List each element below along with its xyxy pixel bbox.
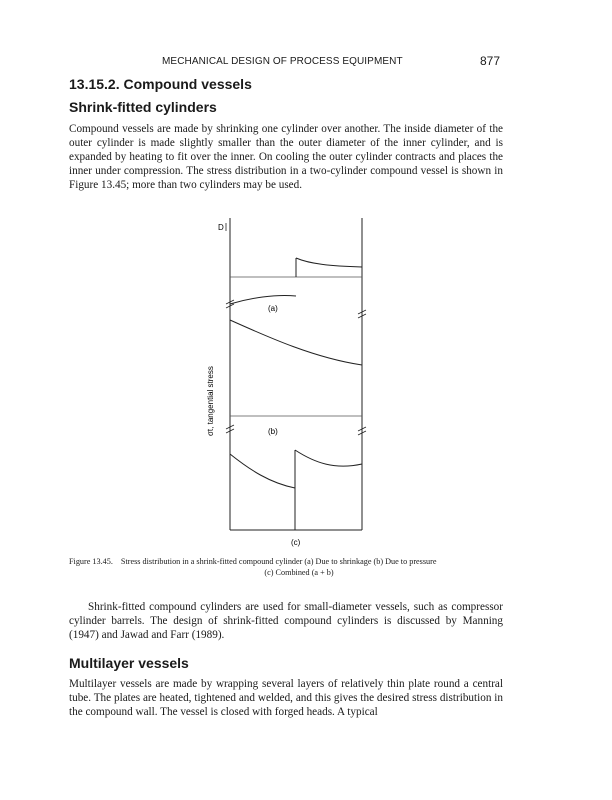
- caption-line-2: (c) Combined (a + b): [264, 568, 334, 577]
- figure-13-45: [195, 208, 395, 558]
- caption-label: Figure 13.45.: [69, 557, 113, 566]
- subsection-heading-multilayer: Multilayer vessels: [69, 655, 189, 671]
- y-axis-label: σt, tangential stress: [206, 366, 215, 436]
- figure-caption: [69, 556, 509, 578]
- caption-line-1: [69, 556, 509, 567]
- subsection-heading-shrink-fitted: Shrink-fitted cylinders: [69, 99, 217, 115]
- paragraph-shrink-fitted-intro: Compound vessels are made by shrinking one cylinder over another. The inside diameter of the outer cylinder is made slightly smaller than the outer diameter of the inner cylinder, and is expanded by heating to fit over the inner. On cooling the outer cylinder contracts and places the inner under compression. The stress distribution in a two-cylinder compound vessel is shown in Figure 13.45; more than two cylinders may be used.: [69, 123, 503, 191]
- section-heading: 13.15.2. Compound vessels: [69, 76, 252, 92]
- panel-c-label: (c): [291, 538, 301, 547]
- combined-inner-curve-c: [230, 454, 295, 530]
- inner-cylinder-curve-a: [230, 295, 296, 304]
- pressure-stress-curve-b: [230, 320, 362, 365]
- panel-b-label: (b): [268, 427, 278, 436]
- page-number: 877: [480, 54, 501, 68]
- panel-a-label: (a): [268, 304, 278, 313]
- paragraph-multilayer-intro: Multilayer vessels are made by wrapping several layers of relatively thin plate round a central tube. The plates are heated, tightened and welded, and this gives the desired stress distribution in the compound wall. The vessel is closed with forged heads. A typical: [69, 678, 503, 718]
- stress-distribution-diagram: [195, 208, 395, 558]
- top-label: D: [218, 223, 224, 232]
- caption-text-1: Stress distribution in a shrink-fitted compound cylinder (a) Due to shrinkage (b) Due to pressure: [120, 557, 437, 566]
- combined-outer-curve-c: [295, 450, 362, 466]
- paragraph-shrink-fitted-usage: Shrink-fitted compound cylinders are used for small-diameter vessels, such as compressor cylinder barrels. The design of shrink-fitted compound cylinders is discussed by Manning (1947) and Jawad and Farr (1989).: [69, 601, 503, 641]
- running-head: MECHANICAL DESIGN OF PROCESS EQUIPMENT: [162, 56, 403, 67]
- outer-cylinder-curve-a: [296, 258, 362, 267]
